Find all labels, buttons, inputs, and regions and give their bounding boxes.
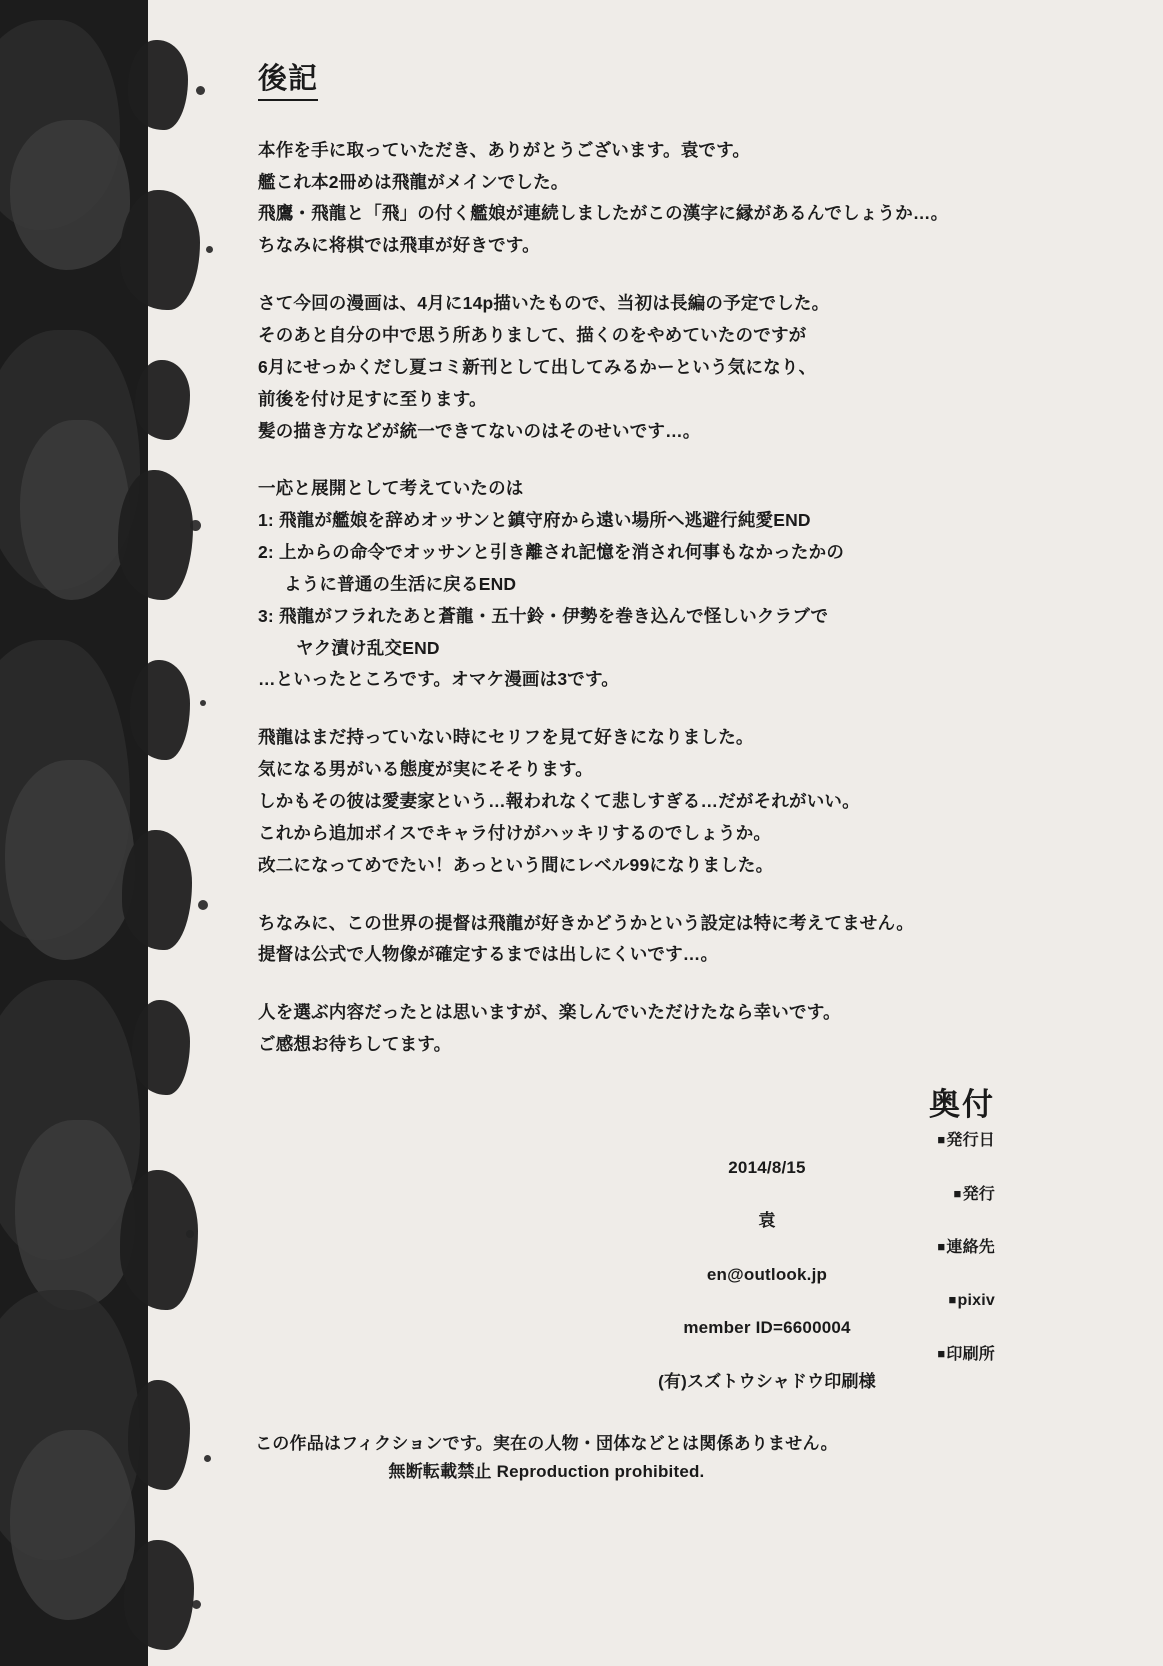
afterword-line: しかもその彼は愛妻家という…報われなくて悲しすぎる…だがそれがいい。 [258, 790, 860, 811]
colophon-head-label: 印刷所 [946, 1345, 995, 1363]
colophon-head-label: 発行日 [946, 1132, 995, 1150]
ink-speck [206, 246, 213, 253]
afterword-line: 本作を手に取っていただき、ありがとうございます。袁です。 [258, 139, 751, 160]
afterword-line: 気になる男がいる態度が実にそそります。 [258, 759, 593, 780]
ink-speck [192, 1600, 201, 1609]
colophon-head-printer [565, 1342, 995, 1368]
square-bullet-icon: ■ [953, 1185, 962, 1201]
afterword-paragraph-1 [258, 135, 1018, 262]
afterword-line: そのあと自分の中で思う所ありまして、描くのをやめていたのですが [258, 325, 807, 346]
afterword-paragraph-2 [258, 288, 1018, 447]
afterword-ending-3-cont: ヤク漬け乱交END [296, 637, 440, 658]
square-bullet-icon: ■ [937, 1132, 946, 1148]
ink-splash [130, 660, 190, 760]
disclaimer-note [0, 1430, 1163, 1486]
afterword-line: …といったところです。オマケ漫画は3です。 [258, 669, 619, 690]
colophon-value-publish-date: 2014/8/15 [728, 1158, 806, 1177]
colophon-head-publish-date [565, 1128, 995, 1154]
ink-splash [135, 360, 190, 440]
colophon-head-contact [565, 1235, 995, 1261]
afterword-paragraph-6 [258, 997, 1018, 1061]
square-bullet-icon: ■ [937, 1345, 946, 1361]
afterword-ending-1: 1: 飛龍が艦娘を辞めオッサンと鎮守府から遠い場所へ逃避行純愛END [258, 510, 811, 531]
colophon-section [565, 1088, 995, 1395]
colophon-head-label: 発行 [962, 1185, 995, 1203]
afterword-line: ちなみに、この世界の提督は飛龍が好きかどうかという設定は特に考えてません。 [258, 912, 914, 933]
afterword-line: 改二になってめでたい！あっという間にレベル99になりました。 [258, 854, 774, 875]
afterword-line: さて今回の漫画は、4月に14p描いたもので、当初は長編の予定でした。 [258, 293, 830, 314]
colophon-title: 奥付 [929, 1087, 995, 1122]
ink-splash [132, 1000, 190, 1095]
afterword-line: 前後を付け足すに至ります。 [258, 388, 487, 409]
afterword-line: 飛鷹・飛龍と「飛」の付く艦娘が連続しましたがこの漢字に縁があるんでしょうか…。 [258, 203, 949, 224]
afterword-line: 艦これ本2冊めは飛龍がメインでした。 [258, 171, 569, 192]
afterword-line: 飛龍はまだ持っていない時にセリフを見て好きになりました。 [258, 727, 754, 748]
ink-splash [122, 830, 192, 950]
afterword-ending-2-cont: ように普通の生活に戻るEND [284, 573, 517, 594]
afterword-paragraph-5 [258, 908, 1018, 972]
afterword-paragraph-3 [258, 473, 1018, 696]
ink-splash [128, 40, 188, 130]
afterword-line: ちなみに将棋では飛車が好きです。 [258, 235, 540, 256]
afterword-line: 一応と展開として考えていたのは [258, 478, 524, 499]
afterword-line: これから追加ボイスでキャラ付けがハッキリするのでしょうか。 [258, 822, 772, 843]
colophon-head-label: 連絡先 [946, 1238, 995, 1256]
colophon-value-publisher: 袁 [758, 1211, 776, 1231]
page-title: 後記 [258, 62, 318, 101]
ink-speck [186, 1230, 194, 1238]
ink-speck [200, 700, 206, 706]
afterword-section [258, 62, 1018, 1061]
colophon-value-contact: en@outlook.jp [706, 1264, 828, 1284]
afterword-ending-3: 3: 飛龍がフラれたあと蒼龍・五十鈴・伊勢を巻き込んで怪しいクラブで [258, 605, 829, 626]
afterword-paragraph-4 [258, 722, 1018, 881]
colophon-head-label: pixiv [957, 1292, 995, 1310]
afterword-line: 髪の描き方などが統一できてないのはそのせいです…。 [258, 420, 701, 441]
disclaimer-line-1: この作品はフィクションです。実在の人物・団体などとは関係ありません。 [255, 1434, 838, 1453]
ink-splash [124, 1540, 194, 1650]
disclaimer-line-2: 無断転載禁止 Reproduction prohibited. [388, 1462, 705, 1482]
afterword-line: 提督は公式で人物像が確定するまでは出しにくいです…。 [258, 944, 719, 965]
colophon-value-printer: (有)スズトウシャドウ印刷様 [658, 1371, 876, 1391]
colophon-head-pixiv [565, 1288, 995, 1314]
square-bullet-icon: ■ [937, 1238, 946, 1254]
afterword-ending-2: 2: 上からの命令でオッサンと引き離され記憶を消され何事もなかったかの [258, 542, 845, 563]
ink-splash [120, 190, 200, 310]
ink-speck [190, 520, 201, 531]
afterword-line: 人を選ぶ内容だったとは思いますが、楽しんでいただけたなら幸いです。 [258, 1002, 841, 1023]
ink-splash [120, 1170, 198, 1310]
colophon-value-pixiv: member ID=6600004 [683, 1318, 851, 1338]
afterword-line: 6月にせっかくだし夏コミ新刊として出してみるかーという気になり、 [258, 356, 817, 377]
afterword-line: ご感想お待ちしてます。 [258, 1034, 452, 1055]
colophon-head-publisher [565, 1182, 995, 1208]
square-bullet-icon: ■ [948, 1292, 957, 1308]
ink-speck [196, 86, 205, 95]
ink-splash [118, 470, 193, 600]
ink-speck [198, 900, 208, 910]
